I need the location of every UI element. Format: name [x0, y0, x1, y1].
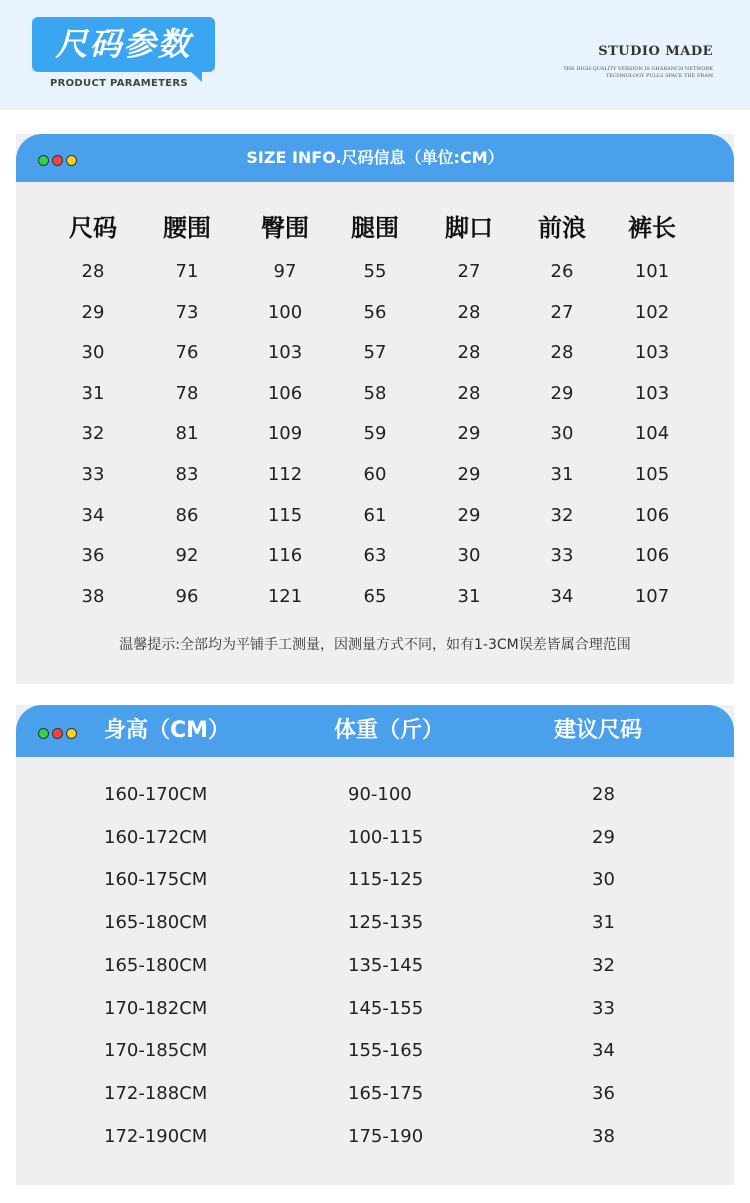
size-table-cell: 56: [363, 301, 387, 323]
measurement-note: 温馨提示:全部均为平铺手工测量，因测量方式不同，如有1-3CM误差皆属合理范围: [119, 637, 631, 653]
recommend-table-cell: 155-165: [348, 1040, 424, 1062]
recommend-table-cell: 34: [592, 1040, 615, 1062]
size-table-cell: 83: [175, 464, 199, 485]
size-info-panel: [16, 134, 734, 684]
size-table-cell: 28: [457, 342, 481, 364]
size-table-cell: 92: [175, 545, 199, 567]
size-table-cell: 38: [81, 585, 105, 607]
size-table-cell: 78: [175, 382, 199, 404]
size-table-cell: 26: [550, 261, 574, 282]
studio-tagline: [543, 66, 713, 80]
yellow-dot-icon: [66, 728, 77, 739]
size-table-cell: 29: [457, 423, 481, 445]
size-table-cell: 116: [267, 545, 303, 567]
size-column-header: 建议尺码: [554, 718, 643, 743]
size-table-cell: 73: [175, 301, 199, 323]
recommend-table-row: [16, 1040, 734, 1068]
size-recommend-panel: [16, 705, 734, 1185]
size-table-row: [16, 464, 734, 494]
size-table-cell: 106: [267, 382, 303, 404]
size-table-row: [16, 423, 734, 453]
red-dot-icon: [52, 728, 63, 739]
size-table-row: [16, 383, 734, 413]
size-table-cell: 103: [634, 342, 670, 364]
recommend-table-cell: 170-182CM: [104, 997, 208, 1019]
size-table-cell: 81: [175, 423, 199, 445]
recommend-table-row: [16, 912, 734, 940]
size-table-cell: 28: [457, 382, 481, 404]
top-banner: [0, 0, 750, 110]
size-table-cell: 103: [267, 342, 303, 364]
recommend-header: [16, 705, 734, 757]
size-table-cell: 34: [81, 504, 105, 526]
recommend-table-cell: 100-115: [348, 826, 424, 848]
size-table-cell: 28: [550, 342, 574, 364]
recommend-table-cell: 172-190CM: [104, 1125, 208, 1147]
weight-column-header: 体重（斤）: [334, 718, 445, 743]
size-table-cell: 63: [363, 545, 387, 567]
size-table-column-header: 脚口: [445, 214, 493, 242]
size-table-cell: 31: [550, 464, 574, 485]
size-table-cell: 104: [634, 423, 670, 445]
size-table-cell: 106: [634, 545, 670, 567]
recommend-table-cell: 38: [592, 1125, 615, 1147]
studio-tagline-line2: TECHNOLOGY PULLS SPACE THE FRAM: [606, 73, 713, 79]
size-table-cell: 29: [457, 464, 481, 485]
size-table-row: [16, 545, 734, 575]
recommend-table-cell: 160-170CM: [104, 784, 208, 805]
height-column-header: 身高（CM）: [104, 718, 231, 743]
size-table-row: [16, 586, 734, 616]
size-table-cell: 65: [363, 585, 387, 607]
recommend-table-cell: 28: [592, 784, 615, 805]
size-table-column-header: 前浪: [538, 214, 586, 242]
recommend-table-row: [16, 869, 734, 897]
size-table-cell: 55: [363, 261, 387, 282]
size-table-cell: 28: [457, 301, 481, 323]
size-table-cell: 112: [267, 464, 303, 485]
size-table-header-row: [16, 208, 734, 242]
size-table-cell: 76: [175, 342, 199, 364]
window-dots: [38, 724, 80, 743]
recommend-table-cell: 160-172CM: [104, 826, 208, 848]
size-table-cell: 27: [457, 261, 481, 282]
recommend-table-cell: 115-125: [348, 869, 424, 891]
size-table-cell: 106: [634, 504, 670, 526]
recommend-table-cell: 90-100: [348, 784, 412, 805]
recommend-table-row: [16, 827, 734, 855]
size-table-cell: 102: [634, 301, 670, 323]
size-table-cell: 33: [550, 545, 574, 567]
recommend-table-row: [16, 998, 734, 1026]
size-table-cell: 115: [267, 504, 303, 526]
size-table-cell: 86: [175, 504, 199, 526]
recommend-table-cell: 36: [592, 1082, 615, 1104]
recommend-table-cell: 125-135: [348, 912, 424, 934]
recommend-table-row: [16, 784, 734, 812]
size-info-title: SIZE INFO.尺码信息（单位:CM）: [246, 148, 504, 167]
size-table-cell: 97: [273, 261, 297, 282]
size-table-cell: 61: [363, 504, 387, 526]
recommend-table-cell: 165-180CM: [104, 954, 208, 976]
studio-title: STUDIO MADE: [598, 44, 713, 59]
size-table-cell: 59: [363, 423, 387, 445]
recommend-table-cell: 31: [592, 912, 615, 934]
badge-title: 尺码参数: [55, 25, 192, 63]
recommend-table-cell: 165-175: [348, 1082, 424, 1104]
size-table-cell: 36: [81, 545, 105, 567]
recommend-table-cell: 165-180CM: [104, 912, 208, 934]
size-table-cell: 30: [550, 423, 574, 445]
size-table-cell: 34: [550, 585, 574, 607]
size-table-column-header: 腿围: [351, 214, 399, 242]
recommend-table-row: [16, 1083, 734, 1111]
recommend-table-cell: 32: [592, 954, 615, 976]
size-table-cell: 30: [81, 342, 105, 364]
recommend-table-cell: 170-185CM: [104, 1040, 208, 1062]
size-table-cell: 105: [634, 464, 670, 485]
size-table-row: [16, 342, 734, 372]
size-table-cell: 29: [550, 382, 574, 404]
size-table-cell: 30: [457, 545, 481, 567]
size-table-cell: 121: [267, 585, 303, 607]
size-table-cell: 32: [81, 423, 105, 445]
size-table-cell: 60: [363, 464, 387, 485]
size-table-cell: 28: [81, 261, 105, 282]
size-table-column-header: 腰围: [163, 214, 211, 242]
recommend-table-cell: 172-188CM: [104, 1082, 208, 1104]
size-table-cell: 27: [550, 301, 574, 323]
size-table-row: [16, 302, 734, 332]
studio-tagline-line1: THE HIGH-QUALITY VERSION IS GHARANCH NETWORK: [563, 66, 713, 72]
size-table-cell: 96: [175, 585, 199, 607]
size-info-header: [16, 134, 734, 182]
badge-subtitle: PRODUCT PARAMETERS: [50, 78, 188, 89]
size-table-cell: 57: [363, 342, 387, 364]
size-table-column-header: 臀围: [261, 214, 309, 242]
size-table-cell: 58: [363, 382, 387, 404]
size-table-cell: 100: [267, 301, 303, 323]
recommend-table-cell: 175-190: [348, 1125, 424, 1147]
size-table-row: [16, 505, 734, 535]
green-dot-icon: [38, 728, 49, 739]
recommend-table-row: [16, 1126, 734, 1154]
size-table-cell: 32: [550, 504, 574, 526]
size-table-cell: 107: [634, 585, 670, 607]
size-table-cell: 103: [634, 382, 670, 404]
size-table-cell: 109: [267, 423, 303, 445]
recommend-table-cell: 160-175CM: [104, 869, 208, 891]
size-table-cell: 31: [81, 382, 105, 404]
size-table-cell: 33: [81, 464, 105, 485]
recommend-table-cell: 33: [592, 997, 615, 1019]
size-table-column-header: 裤长: [628, 214, 676, 242]
recommend-table-cell: 145-155: [348, 997, 424, 1019]
size-table-column-header: 尺码: [69, 214, 117, 242]
size-table-cell: 71: [175, 261, 199, 282]
recommend-table-row: [16, 955, 734, 983]
size-table-cell: 29: [81, 301, 105, 323]
size-table-cell: 31: [457, 585, 481, 607]
recommend-table-cell: 135-145: [348, 954, 424, 976]
size-table-cell: 29: [457, 504, 481, 526]
size-table-cell: 101: [634, 261, 670, 282]
size-table-row: [16, 261, 734, 291]
recommend-table-cell: 30: [592, 869, 615, 891]
recommend-table-cell: 29: [592, 826, 615, 848]
